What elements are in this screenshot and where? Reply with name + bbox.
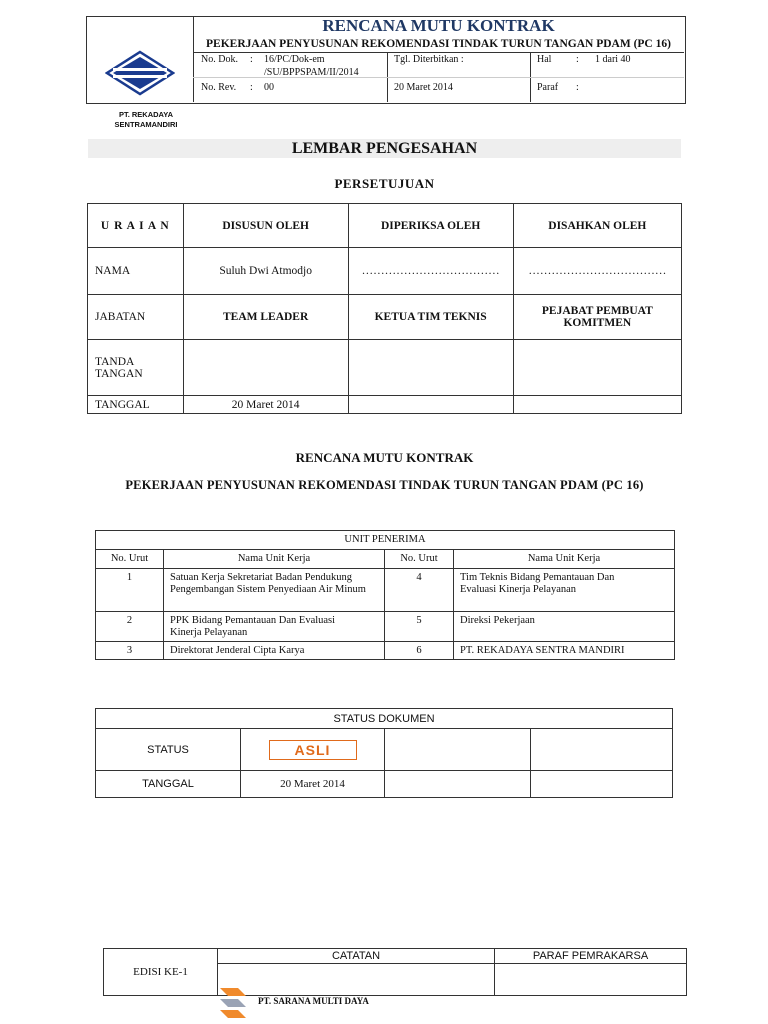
recipient-header-cell: Nama Unit Kerja [164,550,385,569]
catatan-cell [218,964,495,996]
no-rev-sep: : [250,82,253,93]
recipient-header-cell: Nama Unit Kerja [454,550,675,569]
header-logo-cell [86,16,194,102]
recipient-row [96,612,675,642]
edition-label: EDISI KE-1 [104,949,218,996]
no-dok-value-cont: /SU/BPPSPAM/II/2014 [264,67,359,78]
approval-header-row [88,204,682,248]
footer-company: PT. SARANA MULTI DAYA [258,996,369,1006]
approval-row [88,295,682,340]
status-label: STATUS [96,729,241,771]
recipient-row [96,642,675,660]
doc-subtitle: PEKERJAAN PENYUSUNAN REKOMENDASI TINDAK TURUN TANGAN PDAM (PC 16) [125,478,644,492]
hal-sep: : [576,54,579,65]
section-title: LEMBAR PENGESAHAN [291,140,478,157]
approval-header-cell: U R A I A N [88,204,184,248]
row-number: 6 [385,642,454,660]
recipient-table [95,530,675,660]
hal-value: 1 dari 40 [595,54,631,65]
recipient-header-row [96,550,675,569]
row-label: TANGGAL [88,396,184,414]
paraf-header: PARAF PEMRAKARSA [495,949,687,964]
unit-name: Tim Teknis Bidang Pemantauan Dan Evaluasi Kinerja Pelayanan [454,569,675,612]
company-name [96,110,196,130]
footer-logo-icon [216,986,248,1022]
recipient-table-title: UNIT PENERIMA [96,531,675,550]
tgl-value: 20 Maret 2014 [394,82,453,93]
status-empty-cell [531,771,673,798]
status-empty-cell [385,771,531,798]
unit-name: Satuan Kerja Sekretariat Badan Pendukung Pengembangan Sistem Penyediaan Air Minum [164,569,385,612]
status-title-row [96,709,673,729]
hal-label: Hal [537,54,552,65]
row-number: 4 [385,569,454,612]
recipient-row [96,569,675,612]
name-cell: ……………………………… [348,248,513,295]
header-title: RENCANA MUTU KONTRAK [322,16,555,35]
no-dok-sep: : [250,54,253,65]
company-logo-icon [105,50,175,96]
approval-table [87,203,682,414]
status-badge: ASLI [269,740,357,760]
row-number: 1 [96,569,164,612]
row-label: TANDA TANGAN [88,340,184,396]
status-empty-cell [531,729,673,771]
row-label: NAMA [88,248,184,295]
row-number: 2 [96,612,164,642]
company-name-line1: PT. REKADAYA [118,110,174,119]
status-row [96,729,673,771]
recipient-title-row [96,531,675,550]
doc-title: RENCANA MUTU KONTRAK [295,450,474,465]
status-value-cell [241,729,385,771]
approval-heading: PERSETUJUAN [334,176,435,191]
row-label: JABATAN [88,295,184,340]
unit-name: PT. REKADAYA SENTRA MANDIRI [454,642,675,660]
status-empty-cell [385,729,531,771]
row-number: 5 [385,612,454,642]
no-dok-label: No. Dok. [201,54,238,65]
approval-header-cell: DISUSUN OLEH [183,204,348,248]
unit-name: Direktorat Jenderal Cipta Karya [164,642,385,660]
no-rev-label: No. Rev. [201,82,237,93]
approval-header-cell: DISAHKAN OLEH [513,204,681,248]
tanggal-label: TANGGAL [96,771,241,798]
paraf-sep: : [576,82,579,93]
position-cell: KETUA TIM TEKNIS [348,295,513,340]
approval-row [88,396,682,414]
approval-row [88,248,682,295]
unit-name: PPK Bidang Pemantauan Dan Evaluasi Kinerja Pelayanan [164,612,385,642]
signature-cell [513,340,681,396]
tanggal-value: 20 Maret 2014 [241,771,385,798]
header-subtitle: PEKERJAAN PENYUSUNAN REKOMENDASI TINDAK TURUN TANGAN PDAM (PC 16) [193,36,684,53]
no-dok-value: 16/PC/Dok-em [264,54,325,65]
row-number: 3 [96,642,164,660]
approval-row [88,340,682,396]
position-cell: TEAM LEADER [183,295,348,340]
tgl-label: Tgl. Diterbitkan : [394,54,464,65]
status-table-title: STATUS DOKUMEN [96,709,673,729]
unit-name: Direksi Pekerjaan [454,612,675,642]
paraf-cell [495,964,687,996]
date-cell: 20 Maret 2014 [183,396,348,414]
recipient-header-cell: No. Urut [96,550,164,569]
position-cell: PEJABAT PEMBUAT KOMITMEN [513,295,681,340]
paraf-label: Paraf [537,82,559,93]
no-rev-value: 00 [264,82,274,93]
edition-header-row [104,949,687,964]
recipient-header-cell: No. Urut [385,550,454,569]
date-cell [513,396,681,414]
name-cell: Suluh Dwi Atmodjo [183,248,348,295]
status-row [96,771,673,798]
status-table [95,708,673,798]
company-name-line2: SENTRAMANDIRI [114,120,178,129]
catatan-header: CATATAN [218,949,495,964]
signature-cell [183,340,348,396]
signature-cell [348,340,513,396]
edition-table [103,948,687,996]
date-cell [348,396,513,414]
approval-header-cell: DIPERIKSA OLEH [348,204,513,248]
name-cell: ……………………………… [513,248,681,295]
